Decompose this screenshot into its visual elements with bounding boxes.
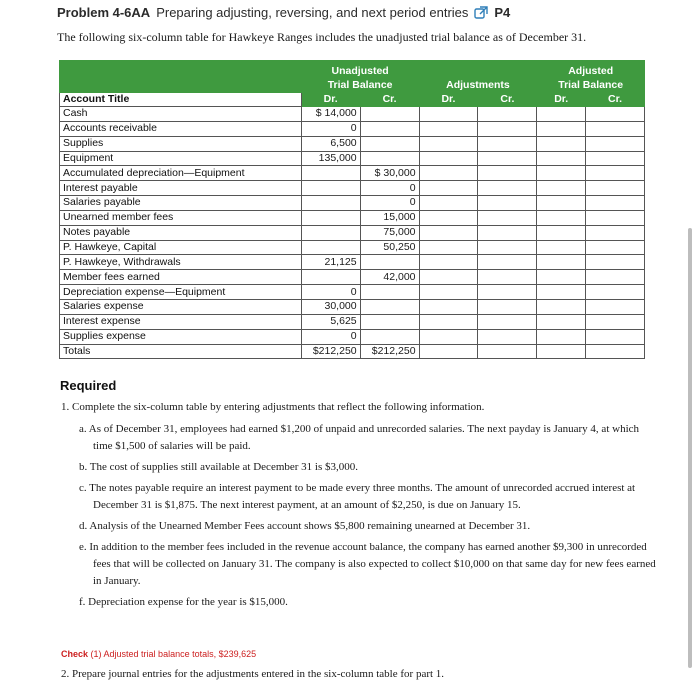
unadjusted-dr-cell xyxy=(301,225,360,240)
adjusted-cr-cell[interactable] xyxy=(586,210,645,225)
unadjusted-cr-cell xyxy=(360,314,419,329)
adjustments-dr-cell[interactable] xyxy=(419,151,478,166)
adjusted-header-2: Trial Balance xyxy=(537,79,645,93)
unadjusted-cr-cell xyxy=(360,285,419,300)
unadjusted-dr-cell xyxy=(301,240,360,255)
adjusted-cr-cell[interactable] xyxy=(586,136,645,151)
adjusted-cr-cell[interactable] xyxy=(586,225,645,240)
account-title-header: Account Title xyxy=(60,93,302,107)
adjusted-dr-cell[interactable] xyxy=(537,210,586,225)
adjustments-dr-cell[interactable] xyxy=(419,107,478,122)
table-row xyxy=(60,255,645,270)
adjusted-dr-cell[interactable] xyxy=(537,270,586,285)
unadj-dr-header: Dr. xyxy=(301,93,360,107)
unadjusted-header-1: Unadjusted xyxy=(301,61,419,79)
requirement-1c: c. The notes payable require an interest payment to be made every three months. The amount of unrecorded accrued interest at December 31 is $1,875. The next interest payment, at an amount of $2,250, is due on January 15. xyxy=(79,482,636,511)
unadjusted-dr-cell: 135,000 xyxy=(301,151,360,166)
unadjusted-cr-cell xyxy=(360,299,419,314)
adj-cr-header: Cr. xyxy=(478,93,537,107)
adjustments-dr-cell[interactable] xyxy=(419,329,478,344)
unadjusted-cr-cell: 0 xyxy=(360,196,419,211)
unadjusted-dr-cell xyxy=(301,196,360,211)
adjustments-cr-cell[interactable] xyxy=(478,270,537,285)
table-row xyxy=(60,299,645,314)
table-row xyxy=(60,240,645,255)
requirement-1a: a. As of December 31, employees had earned $1,200 of unpaid and unrecorded salaries. The next payday is January 4, at which time $1,500 of salaries will be paid. xyxy=(79,423,640,452)
unadjusted-dr-cell xyxy=(301,181,360,196)
check-figure xyxy=(61,649,256,659)
unadjusted-cr-cell: 42,000 xyxy=(360,270,419,285)
adjusted-dr-cell[interactable] xyxy=(537,121,586,136)
requirement-1f: f. Depreciation expense for the year is $15,000. xyxy=(79,596,288,608)
account-title-cell: Salaries payable xyxy=(60,196,302,211)
unadjusted-cr-cell xyxy=(360,136,419,151)
adjusted-cr-cell[interactable] xyxy=(586,299,645,314)
adjusted-cr-cell[interactable] xyxy=(586,196,645,211)
adjustments-cr-cell[interactable] xyxy=(478,285,537,300)
unadjusted-cr-cell: 75,000 xyxy=(360,225,419,240)
adjusted-cr-cell[interactable] xyxy=(586,329,645,344)
account-title-cell: Member fees earned xyxy=(60,270,302,285)
required-heading: Required xyxy=(60,378,117,393)
header-blank-adj xyxy=(419,61,537,79)
adjustments-dr-cell[interactable] xyxy=(419,210,478,225)
check-label: Check xyxy=(61,649,89,659)
table-row xyxy=(60,285,645,300)
adjusted-dr-cell[interactable] xyxy=(537,181,586,196)
unadjusted-dr-cell: 21,125 xyxy=(301,255,360,270)
adjusted-dr-cell[interactable] xyxy=(537,225,586,240)
adjustments-cr-cell[interactable] xyxy=(478,329,537,344)
table-row xyxy=(60,166,645,181)
table-row xyxy=(60,151,645,166)
adjustments-cr-cell[interactable] xyxy=(478,210,537,225)
adjusted-cr-cell[interactable] xyxy=(586,270,645,285)
adjusted-header-1: Adjusted xyxy=(537,61,645,79)
requirement-1e: e. In addition to the member fees included in the revenue account balance, the company has earned another $9,300 in unrecorded fees that will be collected on January 31. The company is also expected to collect $10,000 on that same day for new fees earned in January. xyxy=(79,541,656,587)
adj-dr-header: Dr. xyxy=(419,93,478,107)
adjustments-dr-cell[interactable] xyxy=(419,314,478,329)
adjustments-cr-cell[interactable] xyxy=(478,299,537,314)
adjusted-cr-cell[interactable] xyxy=(586,285,645,300)
account-title-cell: Cash xyxy=(60,107,302,122)
adjusted-cr-cell[interactable] xyxy=(586,240,645,255)
unadjusted-dr-cell: $ 14,000 xyxy=(301,107,360,122)
account-title-cell: Interest payable xyxy=(60,181,302,196)
adjustments-dr-cell[interactable] xyxy=(419,285,478,300)
table-row xyxy=(60,329,645,344)
adjusted-cr-cell[interactable] xyxy=(586,181,645,196)
account-title-cell: P. Hawkeye, Capital xyxy=(60,240,302,255)
adjusted-cr-cell[interactable] xyxy=(586,151,645,166)
adjustments-dr-cell[interactable] xyxy=(419,270,478,285)
problem-number: Problem 4-6AA xyxy=(57,5,151,20)
adjustments-cr-cell[interactable] xyxy=(478,136,537,151)
adjusted-dr-cell[interactable] xyxy=(537,285,586,300)
account-title-cell: Accumulated depreciation—Equipment xyxy=(60,166,302,181)
unadjusted-cr-cell: 15,000 xyxy=(360,210,419,225)
problem-title: Preparing adjusting, reversing, and next period entries xyxy=(156,5,469,20)
adjusted-cr-cell[interactable] xyxy=(586,344,645,359)
account-title-cell: Totals xyxy=(60,344,302,359)
table-row xyxy=(60,181,645,196)
adjusted-dr-cell[interactable] xyxy=(537,196,586,211)
table-row xyxy=(60,121,645,136)
unadjusted-dr-cell: 0 xyxy=(301,285,360,300)
adjustments-cr-cell[interactable] xyxy=(478,166,537,181)
adjusted-cr-cell[interactable] xyxy=(586,107,645,122)
unadjusted-dr-cell: 0 xyxy=(301,121,360,136)
unadjusted-cr-cell xyxy=(360,255,419,270)
atb-cr-header: Cr. xyxy=(586,93,645,107)
adjustments-cr-cell[interactable] xyxy=(478,344,537,359)
adjustments-cr-cell[interactable] xyxy=(478,181,537,196)
adjustments-dr-cell[interactable] xyxy=(419,225,478,240)
unadjusted-cr-cell: 0 xyxy=(360,181,419,196)
account-title-cell: Depreciation expense—Equipment xyxy=(60,285,302,300)
intro-text: The following six-column table for Hawkeye Ranges includes the unadjusted trial balance as of December 31. xyxy=(57,30,587,44)
table-row xyxy=(60,196,645,211)
unadjusted-cr-cell: 50,250 xyxy=(360,240,419,255)
table-row xyxy=(60,314,645,329)
adjustments-cr-cell[interactable] xyxy=(478,314,537,329)
adjustments-dr-cell[interactable] xyxy=(419,299,478,314)
adjustments-dr-cell[interactable] xyxy=(419,166,478,181)
table-row xyxy=(60,136,645,151)
adjusted-dr-cell[interactable] xyxy=(537,344,586,359)
adjustments-dr-cell[interactable] xyxy=(419,344,478,359)
learning-objective-ref: P4 xyxy=(494,5,511,20)
adjusted-dr-cell[interactable] xyxy=(537,329,586,344)
account-title-cell: Salaries expense xyxy=(60,299,302,314)
adjustments-dr-cell[interactable] xyxy=(419,196,478,211)
unadjusted-dr-cell: 5,625 xyxy=(301,314,360,329)
account-title-cell: Accounts receivable xyxy=(60,121,302,136)
adjusted-dr-cell[interactable] xyxy=(537,107,586,122)
adjusted-dr-cell[interactable] xyxy=(537,151,586,166)
table-row xyxy=(60,344,645,359)
adjustments-cr-cell[interactable] xyxy=(478,121,537,136)
requirement-1b: b. The cost of supplies still available at December 31 is $3,000. xyxy=(79,461,359,473)
unadjusted-dr-cell: 0 xyxy=(301,329,360,344)
atb-dr-header: Dr. xyxy=(537,93,586,107)
unadjusted-dr-cell xyxy=(301,270,360,285)
account-title-cell: Unearned member fees xyxy=(60,210,302,225)
adjusted-cr-cell[interactable] xyxy=(586,166,645,181)
adjusted-cr-cell[interactable] xyxy=(586,255,645,270)
table-row xyxy=(60,270,645,285)
header-blank xyxy=(60,61,302,79)
account-title-cell: Supplies xyxy=(60,136,302,151)
adjusted-dr-cell[interactable] xyxy=(537,136,586,151)
adjustments-dr-cell[interactable] xyxy=(419,181,478,196)
adjustments-cr-cell[interactable] xyxy=(478,196,537,211)
adjustments-cr-cell[interactable] xyxy=(478,255,537,270)
adjustments-dr-cell[interactable] xyxy=(419,121,478,136)
adjusted-cr-cell[interactable] xyxy=(586,121,645,136)
problem-header xyxy=(57,5,510,20)
unadjusted-cr-cell xyxy=(360,329,419,344)
six-column-table xyxy=(59,60,645,359)
required-body xyxy=(61,399,661,615)
header-blank xyxy=(60,79,302,93)
unadj-cr-header: Cr. xyxy=(360,93,419,107)
adjusted-dr-cell[interactable] xyxy=(537,314,586,329)
adjustments-cr-cell[interactable] xyxy=(478,107,537,122)
account-title-cell: Equipment xyxy=(60,151,302,166)
requirement-1: 1. Complete the six-column table by entering adjustments that reflect the following information. xyxy=(61,401,485,413)
adjusted-dr-cell[interactable] xyxy=(537,299,586,314)
external-link-icon[interactable] xyxy=(474,6,488,20)
unadjusted-dr-cell: $212,250 xyxy=(301,344,360,359)
scrollbar[interactable] xyxy=(688,228,692,668)
table-row xyxy=(60,225,645,240)
account-title-cell: Interest expense xyxy=(60,314,302,329)
adjusted-dr-cell[interactable] xyxy=(537,166,586,181)
account-title-cell: Supplies expense xyxy=(60,329,302,344)
adjustments-dr-cell[interactable] xyxy=(419,240,478,255)
unadjusted-cr-cell: $212,250 xyxy=(360,344,419,359)
unadjusted-dr-cell xyxy=(301,166,360,181)
table-row xyxy=(60,107,645,122)
adjusted-dr-cell[interactable] xyxy=(537,240,586,255)
check-text: (1) Adjusted trial balance totals, $239,625 xyxy=(90,649,257,659)
table-row xyxy=(60,210,645,225)
adjustments-cr-cell[interactable] xyxy=(478,151,537,166)
unadjusted-cr-cell xyxy=(360,121,419,136)
adjustments-dr-cell[interactable] xyxy=(419,136,478,151)
adjustments-dr-cell[interactable] xyxy=(419,255,478,270)
unadjusted-cr-cell xyxy=(360,107,419,122)
adjusted-dr-cell[interactable] xyxy=(537,255,586,270)
ledger-rows xyxy=(60,107,645,359)
unadjusted-cr-cell xyxy=(360,151,419,166)
adjustments-cr-cell[interactable] xyxy=(478,225,537,240)
adjusted-cr-cell[interactable] xyxy=(586,314,645,329)
account-title-cell: Notes payable xyxy=(60,225,302,240)
adjustments-cr-cell[interactable] xyxy=(478,240,537,255)
unadjusted-cr-cell: $ 30,000 xyxy=(360,166,419,181)
unadjusted-header-2: Trial Balance xyxy=(301,79,419,93)
unadjusted-dr-cell: 30,000 xyxy=(301,299,360,314)
unadjusted-dr-cell: 6,500 xyxy=(301,136,360,151)
adjustments-header: Adjustments xyxy=(419,79,537,93)
requirement-2: 2. Prepare journal entries for the adjustments entered in the six-column table for part 1. xyxy=(61,668,445,680)
requirement-1d: d. Analysis of the Unearned Member Fees account shows $5,800 remaining unearned at December 31. xyxy=(79,520,531,532)
account-title-cell: P. Hawkeye, Withdrawals xyxy=(60,255,302,270)
unadjusted-dr-cell xyxy=(301,210,360,225)
